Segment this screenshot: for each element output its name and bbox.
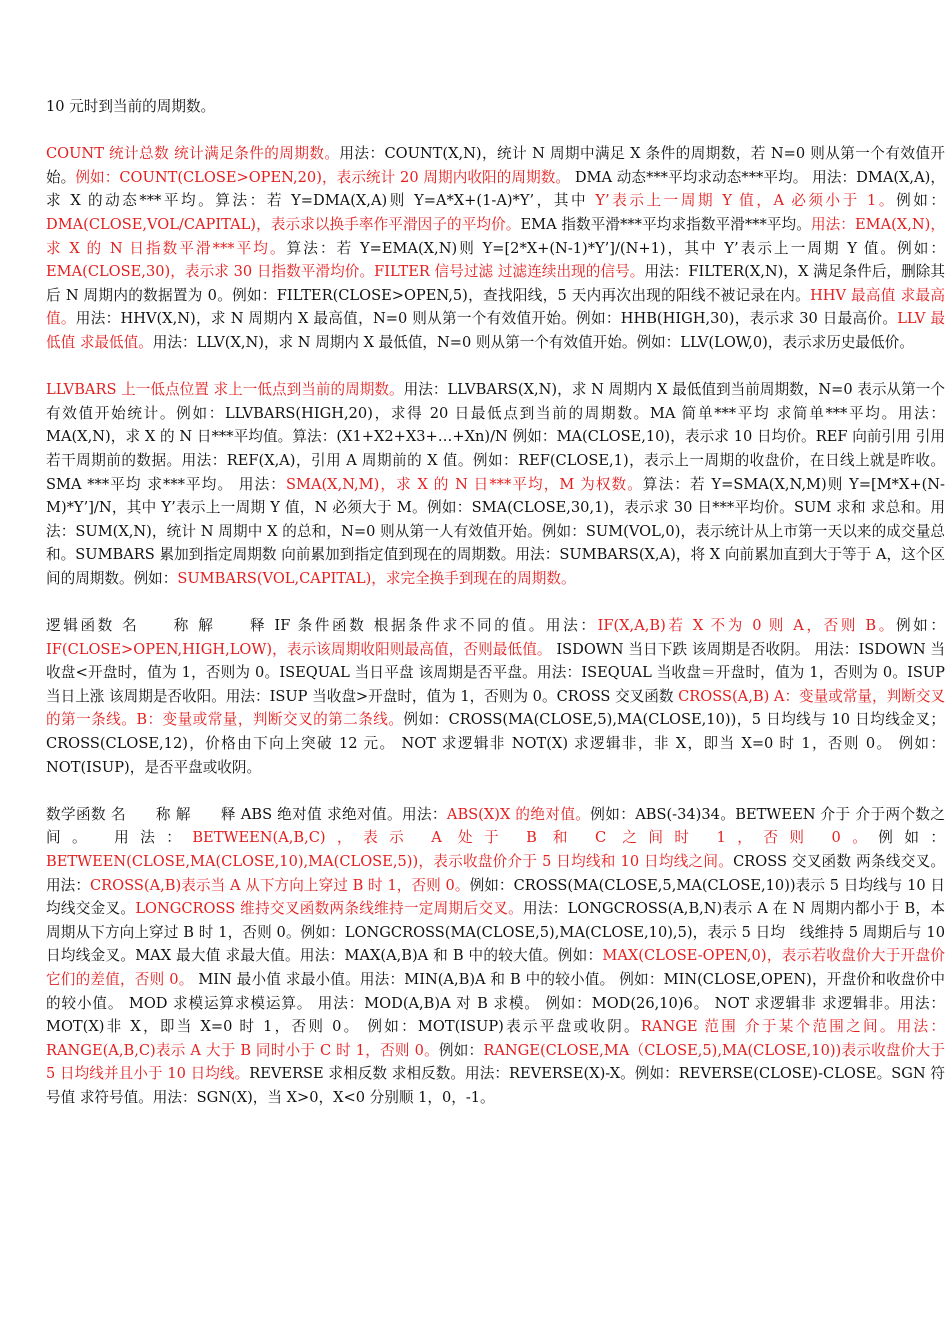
text-segment: 用法：COUNT(X,N)，统计 N 周期中满足 X 条件的周期数，若 N=0 则从第一个有效值开始。 <box>46 145 945 186</box>
highlighted-text-segment: LLVBARS 上一低点位置 求上一低点到当前的周期数。 <box>46 381 404 399</box>
paragraph-reference-functions <box>46 378 945 590</box>
paragraph-math-functions <box>46 803 945 1110</box>
highlighted-text-segment: COUNT 统计总数 统计满足条件的周期数。 <box>46 145 340 163</box>
highlighted-text-segment: BETWEEN(CLOSE,MA(CLOSE,10),MA(CLOSE,5))，表示收盘价介于 5 日均线和 10 日均线之间。 <box>46 853 734 870</box>
text-segment: 例如：CROSS(MA(CLOSE,5,MA(CLOSE,10))表示 5 日均线与 10 日均线交金叉。 <box>46 876 945 918</box>
highlighted-text-segment: CROSS(A,B)表示当 A 从下方向上穿过 B 时 1，否则 0。 <box>90 876 470 894</box>
paragraph-intro <box>46 95 945 119</box>
highlighted-text-segment: SUMBARS(VOL,CAPITAL)，求完全换手到现在的周期数。 <box>177 569 576 587</box>
text-segment: 例如： <box>895 617 945 635</box>
highlighted-text-segment: MAX(CLOSE-OPEN,0)，表示若收盘价大于开盘价它们的差值，否则 0。 <box>46 947 945 988</box>
text-segment: 例如： <box>896 192 945 210</box>
paragraph-statistics-functions <box>46 142 945 354</box>
text-segment: ISDOWN 当日下跌 该周期是否收阴。 用法：ISDOWN 当收盘<开盘时，值为 1，否则为 0。ISEQUAL 当日平盘 该周期是否平盘。用法：ISEQUAL 当收盘＝开盘时，值为 1，否则为 0。ISUP 当日上涨 该周期是否收阳。用法：ISUP 当收盘>开盘时，值为 1，否则为 0。CROSS 交叉函数 <box>46 640 945 705</box>
highlighted-text-segment: ABS(X)X 的绝对值。 <box>446 805 591 823</box>
highlighted-text-segment: RANGE 范围 介于某个范围之间。用法：RANGE(A,B,C)表示 A 大于 B 同时小于 C 时 1，否则 0。 <box>46 1018 945 1059</box>
highlighted-text-segment: IF(X,A,B)若 X 不为 0 则 A，否则 B。 <box>597 617 896 635</box>
highlighted-text-segment: IF(CLOSE>OPEN,HIGH,LOW)，表示该周期收阳则最高值，否则最低值。 <box>46 640 552 658</box>
text-segment: 用法：LLVBARS(X,N)，求 N 周期内 X 最低值到当前周期数，N=0 表示从第一个有效值开始统计。例如：LLVBARS(HIGH,20)，求得 20 日最低点到当前的周期数。MA 简单***平均 求简单***平均。用法：MA(X,N)，求 X 的 N 日***平均值。算法：(X1+X2+X3+…+Xn)/N 例如：MA(CLOSE,10)，表示求 10 日均价。REF 向前引用 引用若干周期前的数据。用法：REF(X,A)，引用 A 周期前的 X 值。例如：REF(CLOSE,1)，表示上一周期的收盘价，在日线上就是昨收。 SMA ***平均 求***平均。 用法： <box>46 381 945 493</box>
text-segment: 10 元时到当前的周期数。 <box>46 98 216 115</box>
highlighted-text-segment: LLV 最低值 求最低值。 <box>46 310 945 351</box>
highlighted-text-segment: 例如：COUNT(CLOSE>OPEN,20)，表示统计 20 周期内收阳的周期数。 <box>75 168 571 186</box>
text-segment: 例如： <box>878 829 945 847</box>
highlighted-text-segment: CROSS(A,B) A：变量或常量，判断交叉的第一条线。B：变量或常量，判断交叉的第二条线。 <box>46 687 946 729</box>
text-segment: 用法：HHV(X,N)，求 N 周期内 X 最高值，N=0 则从第一个有效值开始。例如：HHB(HIGH,30)，表示求 30 日最高价。 <box>75 310 898 328</box>
text-segment: 逻辑函数 名 称 解 释 IF 条件函数 根据条件求不同的值。用法： <box>46 617 598 635</box>
text-segment: 用法：LLV(X,N)，求 N 周期内 X 最低值，N=0 则从第一个有效值开始。例如：LLV(LOW,0)，表示求历史最低价。 <box>152 333 914 351</box>
text-segment: 例如：CROSS(MA(CLOSE,5),MA(CLOSE,10))，5 日均线与 10 日均线金叉；CROSS(CLOSE,12)，价格由下向上突破 12 元。 NOT 求逻辑非 NOT(X) 求逻辑非，非 X，即当 X=0 时 1，否则 0。 例如：NOT(ISUP)，是否平盘或收阴。 <box>46 711 945 776</box>
text-segment: 用法：LONGCROSS(A,B,N)表示 A 在 N 周期内都小于 B，本周期从下方向上穿过 B 时 1，否则 0。例如：LONGCROSS(MA(CLOSE,5),MA(CLOSE,10),5)，表示 5 日均 线维持 5 周期后与 10 日均线金叉。MAX 最大值 求最大值。用法：MAX(A,B)A 和 B 中的较大值。例如： <box>46 900 945 965</box>
text-segment: DMA 动态***平均求动态***平均。 用法：DMA(X,A)，求 X 的动态***平均。算法：若 Y=DMA(X,A)则 Y=A*X+(1-A)*Y’，其中 <box>46 168 945 210</box>
highlighted-text-segment: SMA(X,N,M)，求 X 的 N 日***平均，M 为权数。 <box>286 475 643 493</box>
text-segment: 例如：ABS(-34)34。BETWEEN 介于 介于两个数之间。 用法： <box>46 805 945 847</box>
text-segment: 例如： <box>438 1041 484 1059</box>
text-segment: 算法：若 Y=EMA(X,N)则 Y=[2*X+(N-1)*Y’]/(N+1)，其中 Y’表示上一周期 Y 值。例如： <box>286 239 945 257</box>
highlighted-text-segment: RANGE(CLOSE,MA（CLOSE,5),MA(CLOSE,10))表示收盘价大于 5 日均线并且小于 10 日均线。 <box>46 1041 945 1083</box>
paragraph-logic-functions <box>46 614 945 779</box>
highlighted-text-segment: HHV 最高值 求最高值。 <box>46 286 945 328</box>
highlighted-text-segment: LONGCROSS 维持交叉函数两条线维持一定周期后交叉。 <box>135 900 523 918</box>
highlighted-text-segment: BETWEEN(A,B,C)，表示 A 处于 B 和 C 之间时 1，否则 0。 <box>192 829 879 847</box>
text-segment: EMA 指数平滑***平均求指数平滑***平均。 <box>520 215 811 233</box>
text-segment: REVERSE 求相反数 求相反数。用法：REVERSE(X)-X。例如：REVERSE(CLOSE)-CLOSE。SGN 符号值 求符号值。用法：SGN(X)，当 X>0，X<0 分别顺 1，0，-1。 <box>46 1065 945 1106</box>
text-segment: MIN 最小值 求最小值。用法：MIN(A,B)A 和 B 中的较小值。 例如：MIN(CLOSE,OPEN)，开盘价和收盘价中的较小值。 MOD 求模运算求模运算。 用法：MOD(A,B)A 对 B 求模。 例如：MOD(26,10)6。 NOT 求逻辑非 求逻辑非。用法：MOT(X)非 X，即当 X=0 时 1，否则 0。 例如：MOT(ISUP)表示平盘或收阴。 <box>46 970 945 1036</box>
highlighted-text-segment: DMA(CLOSE,VOL/CAPITAL)，表示求以换手率作平滑因子的平均价。 <box>46 215 521 233</box>
highlighted-text-segment: Y’表示上一周期 Y 值，A 必须小于 1。 <box>595 192 897 210</box>
text-segment: CROSS 交叉函数 两条线交叉。用法： <box>46 853 945 894</box>
text-segment: 数学函数 名 称 解 释 ABS 绝对值 求绝对值。用法： <box>46 805 447 823</box>
highlighted-text-segment: 用法：EMA(X,N)，求 X 的 N 日指数平滑***平均。 <box>46 215 946 257</box>
text-segment: 用法：FILTER(X,N)，X 满足条件后，删除其后 N 周期内的数据置为 0。例如：FILTER(CLOSE>OPEN,5)，查找阳线，5 天内再次出现的阳线不被记录在内。 <box>46 263 945 304</box>
highlighted-text-segment: EMA(CLOSE,30)，表示求 30 日指数平滑均价。FILTER 信号过滤 过滤连续出现的信号。 <box>46 263 645 281</box>
text-segment: 算法：若 Y=SMA(X,N,M)则 Y=[M*X+(N-M)*Y’]/N，其中 Y’表示上一周期 Y 值，N 必须大于 M。例如：SMA(CLOSE,30,1)，表示求 30 日***平均价。SUM 求和 求总和。用法：SUM(X,N)，统计 N 周期中 X 的总和，N=0 则从第一人有效值开始。例如：SUM(VOL,0)，表示统计从上市第一天以来的成交量总和。SUMBARS 累加到指定周期数 向前累加到指定值到现在的周期数。用法：SUMBARS(X,A)，将 X 向前累加直到大于等于 A，这个区间的周期数。例如： <box>46 475 945 587</box>
